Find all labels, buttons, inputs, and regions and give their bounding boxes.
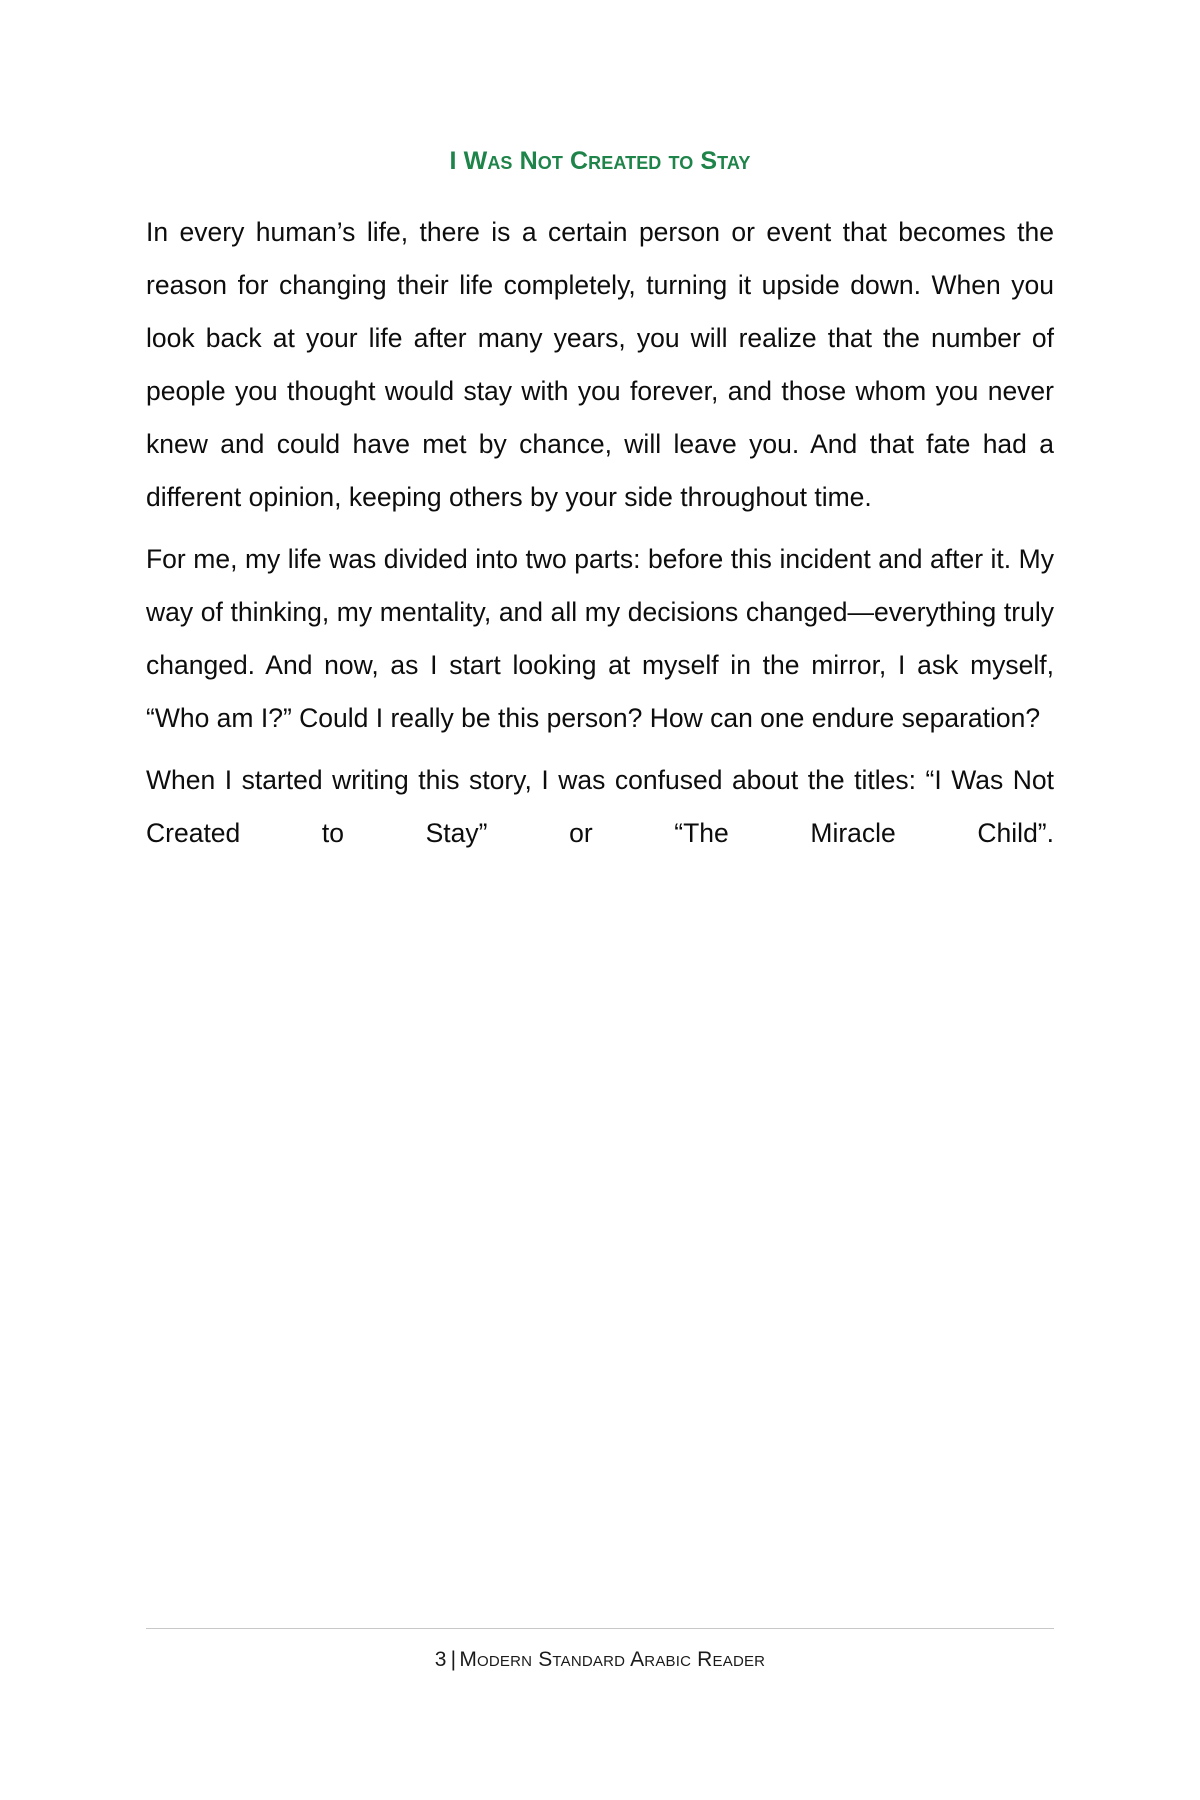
footer-book-title: Modern Standard Arabic Reader xyxy=(459,1647,766,1671)
page-content xyxy=(146,0,1054,922)
footer-text xyxy=(146,1647,1054,1672)
paragraph-3: When I started writing this story, I was confused about the titles: “I Was Not Created to Stay” or “The Miracle Child”. xyxy=(146,764,1054,848)
paragraph-1: In every human’s life, there is a certain person or event that becomes the reason for changing their life completely, turning it upside down. When you look back at your life after many years, you will realize that the number of people you thought would stay with you forever, and those whom you never knew and could have met by chance, will leave you. And that fate had a different opinion, keeping others by your side throughout time. xyxy=(146,216,1054,512)
chapter-title: I Was Not Created to Stay xyxy=(449,147,751,175)
footer-divider xyxy=(146,1628,1054,1629)
page-footer xyxy=(146,1628,1054,1672)
footer-page-number: 3 xyxy=(434,1647,447,1671)
paragraph-2: For me, my life was divided into two parts: before this incident and after it. My way of thinking, my mentality, and all my decisions changed—everything truly changed. And now, as I start looking at myself in the mirror, I ask myself, “Who am I?” Could I really be this person? How can one endure separation? xyxy=(146,543,1054,733)
body-text xyxy=(146,206,1054,913)
footer-separator: | xyxy=(450,1647,457,1671)
